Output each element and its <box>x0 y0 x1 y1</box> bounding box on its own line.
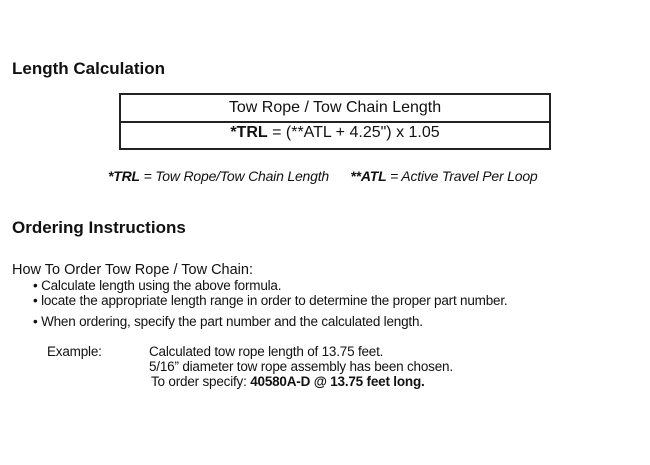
trl-abbr: *TRL <box>108 168 140 184</box>
order-prefix: To order specify: <box>151 374 251 389</box>
formula-table <box>119 93 551 150</box>
how-to-order-subheading: How To Order Tow Rope / Tow Chain: <box>12 262 253 278</box>
bullet-item: • When ordering, specify the part number and the calculated length. <box>33 314 423 329</box>
formula-legend <box>108 168 538 184</box>
formula-row <box>121 124 549 142</box>
formula-table-header: Tow Rope / Tow Chain Length <box>121 99 549 123</box>
example-line: Calculated tow rope length of 13.75 feet. <box>149 344 384 359</box>
bullet-item: • locate the appropriate length range in order to determine the proper part number. <box>33 293 508 308</box>
formula-lhs: *TRL <box>230 124 268 141</box>
ordering-instructions-heading: Ordering Instructions <box>12 218 186 237</box>
trl-definition: = Tow Rope/Tow Chain Length <box>139 168 329 184</box>
atl-abbr: **ATL <box>350 168 387 184</box>
order-spec-line <box>151 374 425 389</box>
example-line: 5/16” diameter tow rope assembly has been chosen. <box>149 359 453 374</box>
formula-rhs: = (**ATL + 4.25") x 1.05 <box>267 124 440 141</box>
order-spec: 40580A-D @ 13.75 feet long. <box>250 374 425 389</box>
bullet-text: locate the appropriate length range in order to determine the proper part number. <box>41 293 508 308</box>
bullet-item: • Calculate length using the above formula. <box>33 278 282 293</box>
bullet-text: Calculate length using the above formula. <box>41 278 282 293</box>
example-label: Example: <box>47 344 102 359</box>
length-calculation-heading: Length Calculation <box>12 59 165 78</box>
bullet-text: When ordering, specify the part number and the calculated length. <box>41 314 423 329</box>
atl-definition: = Active Travel Per Loop <box>386 168 538 184</box>
